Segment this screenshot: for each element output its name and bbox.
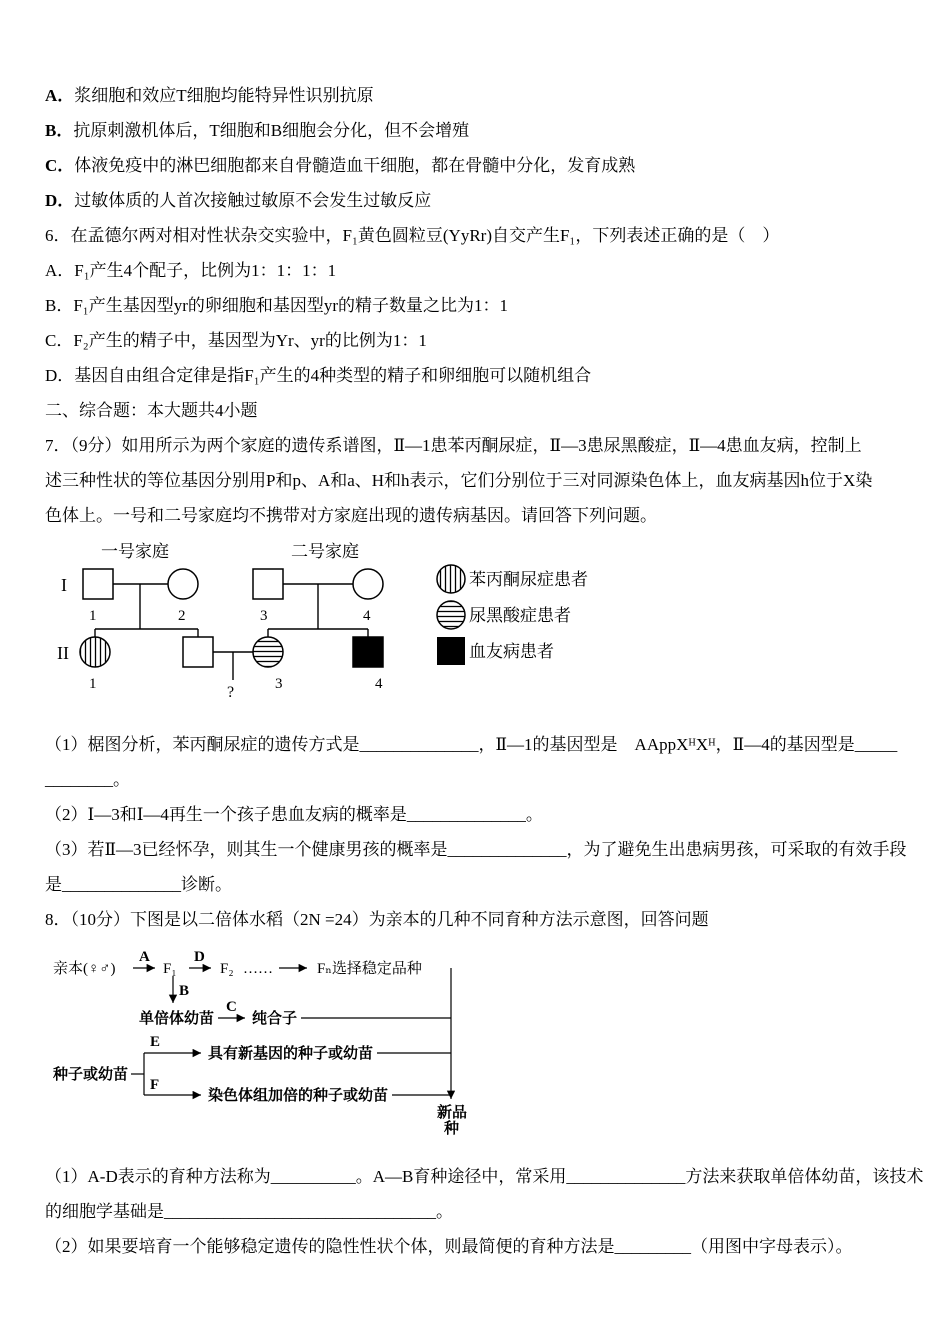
pedigree-lines	[95, 584, 368, 680]
individual-I4-female-icon	[353, 569, 383, 599]
q5-option-d-label: D．	[45, 191, 75, 210]
q5-option-b-label: B．	[45, 121, 74, 140]
family1-label: 一号家庭	[101, 542, 169, 561]
q5-option-b-text: 抗原刺激机体后，T细胞和B细胞会分化，但不会增殖	[73, 121, 470, 140]
q6-option-b-text: F₁产生基因型yr的卵细胞和基因型yr的精子数量之比为1：1	[73, 296, 509, 315]
haploid-seedling-label: 单倍体幼苗	[139, 1011, 215, 1027]
legend-hemophilia-label: 血友病患者	[469, 642, 554, 661]
num-II3: 3	[275, 676, 283, 692]
f1-label: F₁	[163, 961, 177, 977]
breeding-diagram	[51, 943, 551, 1139]
q5-option-b	[45, 113, 908, 148]
num-I4: 4	[363, 608, 371, 624]
q8-stem: 8．（10分）下图是以二倍体水稻（2N =24）为亲本的几种不同育种方法示意图，回答问题	[45, 910, 709, 929]
q5-option-c-label: C．	[45, 156, 75, 175]
q7-stem-line1: 7．（9分）如用所示为两个家庭的遗传系谱图，Ⅱ—1患苯丙酮尿症，Ⅱ—3患尿黑酸症，Ⅱ—4患血友病，控制上	[45, 436, 862, 455]
pedigree-figure	[53, 539, 908, 701]
seed-or-seedling-label: 种子或幼苗	[53, 1067, 129, 1083]
individual-II3-alkaptonuria-female-icon	[253, 637, 283, 667]
num-I2: 2	[178, 608, 186, 624]
ellipsis: ……	[243, 961, 273, 977]
q7-sub3-line1: （3）若Ⅱ—3已经怀孕，则其生一个健康男孩的概率是______________，为了避免生出患病男孩，可采取的有效手段	[45, 840, 907, 859]
individual-I3-male-icon	[253, 569, 283, 599]
q6-option-b-label: B．	[45, 296, 74, 315]
q7-stem-line2: 述三种性状的等位基因分别用P和p、A和a、H和h表示，它们分别位于三对同源染色体上，血友病基因h位于X染	[45, 471, 873, 490]
fn-select-label: Fₙ选择稳定品种	[317, 961, 422, 977]
legend-hemophilia-icon	[437, 637, 465, 665]
q8-sub1-line2: 的细胞学基础是________________________________。	[45, 1202, 453, 1221]
q7-stem-line3: 色体上。一号和二号家庭均不携带对方家庭出现的遗传病基因。请回答下列问题。	[45, 506, 657, 525]
q8-sub1-line1: （1）A-D表示的育种方法称为__________。A—B育种途径中，常采用______________方法来获取单倍体幼苗，该技术	[45, 1167, 924, 1186]
homozygote-label: 纯合子	[252, 1011, 298, 1027]
individual-I1-male-icon	[83, 569, 113, 599]
q6-option-c-text: F₂产生的精子中，基因型为Yr、yr的比例为1：1	[73, 331, 427, 350]
path-d-label: D	[194, 949, 205, 965]
individual-II1-pku-female-icon	[80, 637, 110, 667]
individual-I2-female-icon	[168, 569, 198, 599]
num-I1: 1	[89, 608, 97, 624]
q7-sub1-line1: （1）椐图分析，苯丙酮尿症的遗传方式是______________，Ⅱ—1的基因型是 AAppXᴴXᴴ，Ⅱ—4的基因型是_____	[45, 735, 898, 754]
q6-option-c	[45, 323, 908, 358]
path-e-label: E	[150, 1034, 161, 1050]
q6-option-a-label: A．	[45, 261, 75, 280]
q5-option-a-text: 浆细胞和效应T细胞均能特异性识别抗原	[74, 86, 374, 105]
q5-option-d-text: 过敏体质的人首次接触过敏原不会发生过敏反应	[74, 191, 432, 210]
individual-II4-hemophilia-male-icon	[353, 637, 383, 667]
num-II4: 4	[375, 676, 383, 692]
q6-stem: 6．在孟德尔两对相对性状杂交实验中，F₁黄色圆粒豆(YyRr)自交产生F₁，下列表述正确的是（ ）	[45, 226, 780, 245]
legend-pku-icon	[437, 565, 465, 593]
q6-option-a	[45, 253, 908, 288]
q5-option-d	[45, 183, 908, 218]
q7-sub1-line2: ________。	[45, 770, 130, 789]
path-b-label: B	[179, 983, 190, 999]
q6-option-b	[45, 288, 908, 323]
q8-sub2: （2）如果要培育一个能够稳定遗传的隐性性状个体，则最简便的育种方法是_________（用图中字母表示）。	[45, 1237, 853, 1256]
q6-option-d-text: 基因自由组合定律是指F₁产生的4种类型的精子和卵细胞可以随机组合	[74, 366, 592, 385]
f2-label: F₂	[220, 961, 234, 977]
unknown-child-mark: ?	[227, 684, 235, 701]
chromosome-doubled-seed-label: 染色体组加倍的种子或幼苗	[208, 1088, 389, 1104]
q6-option-a-text: F₁产生4个配子，比例为1：1：1：1	[74, 261, 337, 280]
q7-sub2: （2）Ⅰ—3和Ⅰ—4再生一个孩子患血友病的概率是______________。	[45, 805, 543, 824]
legend-pku-label: 苯丙酮尿症患者	[469, 570, 588, 589]
generation-1-label: I	[61, 575, 67, 595]
q5-option-a	[45, 78, 908, 113]
breeding-figure	[51, 943, 908, 1139]
new-variety-line2: 种	[444, 1121, 460, 1137]
parent-label: 亲本(♀♂)	[53, 961, 116, 977]
path-c-label: C	[226, 999, 237, 1015]
q7-sub3-line2: 是______________诊断。	[45, 875, 232, 894]
q6-option-d	[45, 358, 908, 393]
path-a-label: A	[139, 949, 150, 965]
pedigree-diagram	[53, 539, 605, 701]
q5-option-c	[45, 148, 908, 183]
q6-option-c-label: C．	[45, 331, 74, 350]
new-gene-seed-label: 具有新基因的种子或幼苗	[208, 1046, 374, 1062]
num-II1: 1	[89, 676, 97, 692]
new-variety-line1: 新品	[437, 1105, 468, 1121]
legend-alkaptonuria-label: 尿黑酸症患者	[469, 606, 571, 625]
legend-alkaptonuria-icon	[437, 601, 465, 629]
q5-option-a-label: A．	[45, 86, 75, 105]
individual-II2-male-icon	[183, 637, 213, 667]
path-f-label: F	[150, 1077, 160, 1093]
q6-option-d-label: D．	[45, 366, 75, 385]
generation-2-label: II	[57, 643, 69, 663]
num-I3: 3	[260, 608, 268, 624]
family2-label: 二号家庭	[291, 542, 359, 561]
section-title: 二、综合题：本大题共4小题	[45, 401, 258, 420]
q5-option-c-text: 体液免疫中的淋巴细胞都来自骨髓造血干细胞，都在骨髓中分化，发育成熟	[74, 156, 636, 175]
